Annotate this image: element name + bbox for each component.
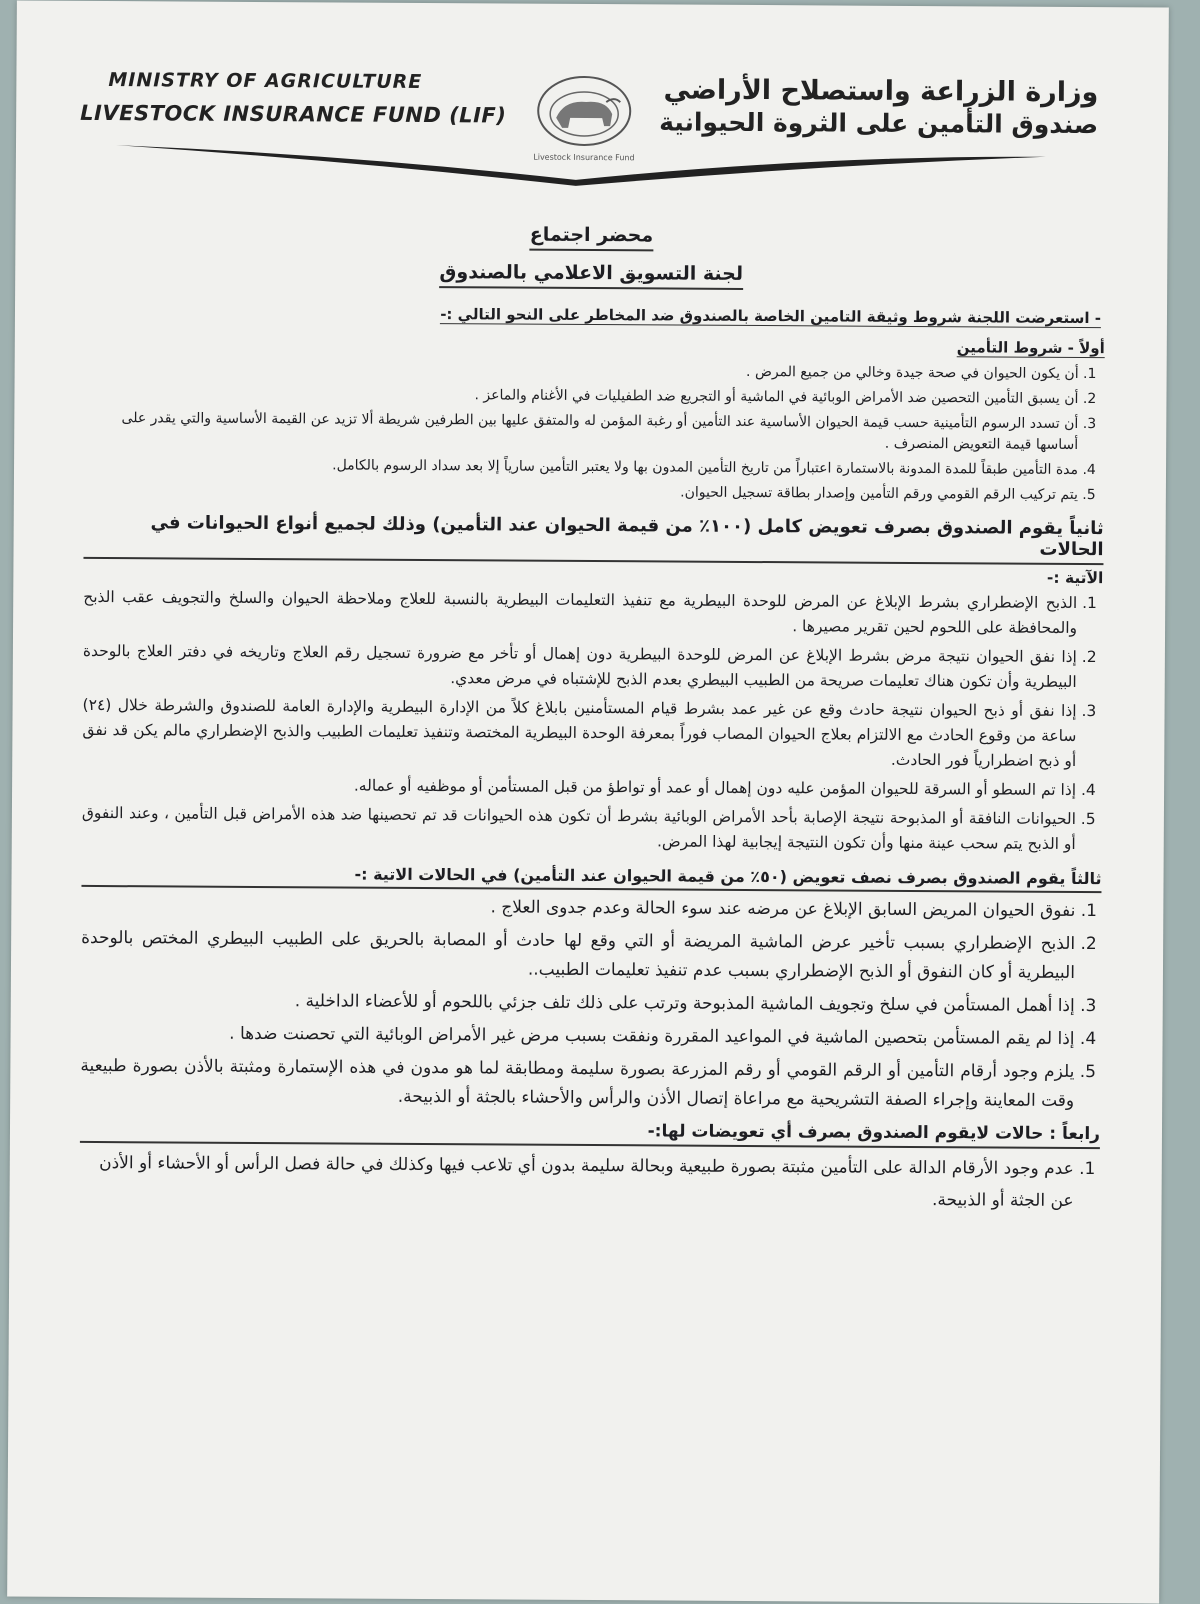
list-item: 4. إذا لم يقم المستأمن بتحصين الماشية في المواعيد المقررة ونفقت بسبب مرض غير الأمراض الوبائية التي تحصنت ضدها . xyxy=(80,1019,1074,1054)
ministry-name-ar: وزارة الزراعة واستصلاح الأراضي xyxy=(663,74,1099,109)
section1-heading: أولاً - شروط التأمين xyxy=(956,338,1105,358)
page-subtitle: لجنة التسويق الاعلامي بالصندوق xyxy=(15,258,1167,287)
intro-line: - استعرضت اللجنة شروط وثيقة التامين الخاصة بالصندوق ضد المخاطر على النحو التالي :- xyxy=(440,305,1102,328)
page-title: محضر اجتماع xyxy=(15,220,1167,249)
list-item: 1. أن يكون الحيوان في صحة جيدة وخالي من جميع المرض . xyxy=(85,358,1079,385)
fund-name-en: LIVESTOCK INSURANCE FUND (LIF) xyxy=(80,100,507,128)
header-divider xyxy=(16,130,1168,197)
list-item: 1. نفوق الحيوان المريض السابق الإبلاغ عن مرضه عند سوء الحالة وعدم جدوى العلاج . xyxy=(81,891,1075,926)
section3-list xyxy=(80,891,1101,1116)
list-item: 3. إذا نفق أو ذبح الحيوان نتيجة حادث وقع عن غير عمد بشرط قيام المستأمنين بابلاغ كلاً من الإدارة البيطرية والإدارة العامة للصندوق والشرطة خلال (٢٤) ساعة من وقوع الحادث مع الالتزام بعلاج الحيوان المصاب فوراً بمعرفة الوحدة البيطرية المختصة وتنفيذ تعليمات الطبيب والذبح الإضطراري مالم يكن قد نفق أو ذبح اضطرارياً فور الحادث. xyxy=(82,693,1076,774)
list-item: 4. إذا تم السطو أو السرقة للحيوان المؤمن عليه دون إهمال أو عمد أو تواطؤ من قبل المستأمن أو موظفيه أو عماله. xyxy=(82,772,1076,803)
section2-heading-cont: الآتية :- xyxy=(1046,568,1104,588)
section2-list xyxy=(82,585,1104,857)
list-item: 2. إذا نفق الحيوان نتيجة مرض بشرط الإبلاغ عن المرض للوحدة البيطرية دون إهمال أو تأخر مع ضرورة تسجيل رقم العلاج وتاريخه في دفتر العلاج بالوحدة البيطرية وأن تكون هناك تعليمات صريحة من الطبيب البيطري بعدم الذبح للإشتباه في مرض معدي. xyxy=(83,639,1077,695)
english-letterhead xyxy=(80,69,507,128)
logo-caption: Livestock Insurance Fund xyxy=(533,152,635,163)
list-item: 5. يتم تركيب الرقم القومي ورقم التأمين وإصدار بطاقة تسجيل الحيوان. xyxy=(84,479,1078,506)
list-item: 3. أن تسدد الرسوم التأمينية حسب قيمة الحيوان الأساسية عند التأمين أو رغبة المؤمن له والمتفق عليها بين الطرفين شريطة ألا تزيد عن القيمة الأساسية والتي يقدر على أساسها قيمة التعويض المنصرف . xyxy=(84,408,1078,456)
list-item: 5. الحيوانات النافقة أو المذبوحة نتيجة الإصابة بأحد الأمراض الوبائية بشرط أن تكون هذه الحيوانات قد تم تحصينها ضد هذه الأمراض قبل التأمين ، وعند النفوق أو الذبح يتم سحب عينة منها وأن تكون النتيجة إيجابية لهذا المرض. xyxy=(82,801,1076,857)
section3-heading: ثالثاً يقوم الصندوق بصرف نصف تعويض (٥٠٪ من قيمة الحيوان عند التأمين) في الحالات الاتية :- xyxy=(81,863,1101,893)
list-item: 4. مدة التأمين طبقاً للمدة المدونة بالاستمارة اعتباراً من تاريخ التأمين المدون بها ولا يعتبر التأمين سارياً إلا بعد سداد الرسوم بالكامل. xyxy=(84,454,1078,481)
list-item: 2. الذبح الإضطراري بسبب تأخير عرض الماشية المريضة أو التي وقع لها حادث أو المصابة بالحريق على الطبيب البيطري المختص بالوحدة البيطرية أو كان النفوق أو الذبح الإضطراري بسبب عدم تنفيذ تعليمات الطبيب.. xyxy=(81,924,1075,988)
list-item: 2. أن يسبق التأمين التحصين ضد الأمراض الوبائية في الماشية أو التجريع ضد الطفيليات في الأغنام والماعز . xyxy=(84,383,1078,410)
document-page xyxy=(7,0,1169,1603)
list-item: 1. عدم وجود الأرقام الدالة على التأمين مثبتة بصورة طبيعية وبحالة سليمة بدون أي تلاعب فيها وكذلك في حالة فصل الرأس أو الأحشاء أو الأذن عن الجثة أو الذبيحة. xyxy=(79,1147,1073,1217)
arabic-letterhead xyxy=(659,74,1098,139)
section1-list xyxy=(84,358,1105,506)
section4-list xyxy=(79,1147,1099,1217)
section2-heading: ثانياً يقوم الصندوق بصرف تعويض كامل (١٠٠٪ من قيمة الحيوان عند التأمين) وذلك لجميع أنواع الحيوانات في الحالات xyxy=(83,512,1103,565)
list-item: 5. يلزم وجود أرقام التأمين أو الرقم القومي أو رقم المزرعة بصورة سليمة ومطابقة لما هو مدون في هذه الإستمارة ومثبتة بالأذن بصورة طبيعية وقت المعاينة وإجراء الصفة التشريحية مع مراعاة إتصال الأذن والرأس والأحشاء بالجثة أو الذبيحة. xyxy=(80,1052,1074,1116)
fund-name-ar: صندوق التأمين على الثروة الحيوانية xyxy=(659,107,1099,140)
list-item: 1. الذبح الإضطراري بشرط الإبلاغ عن المرض للوحدة البيطرية مع تنفيذ التعليمات البيطرية بالنسبة للعلاج وملاحظة الحيوان والسلخ والتجويف عقب الذبح والمحافظة على اللحوم لحين تقرير مصيرها . xyxy=(83,585,1077,641)
list-item: 3. إذا أهمل المستأمن في سلخ وتجويف الماشية المذبوحة وترتب على ذلك تلف جزئي باللحوم أو للأعضاء الداخلية . xyxy=(81,986,1075,1021)
ministry-name-en: MINISTRY OF AGRICULTURE xyxy=(108,69,423,93)
section4-heading: رابعاً : حالات لايقوم الصندوق بصرف أي تعويضات لها:- xyxy=(80,1118,1100,1149)
document-body xyxy=(79,303,1105,1221)
